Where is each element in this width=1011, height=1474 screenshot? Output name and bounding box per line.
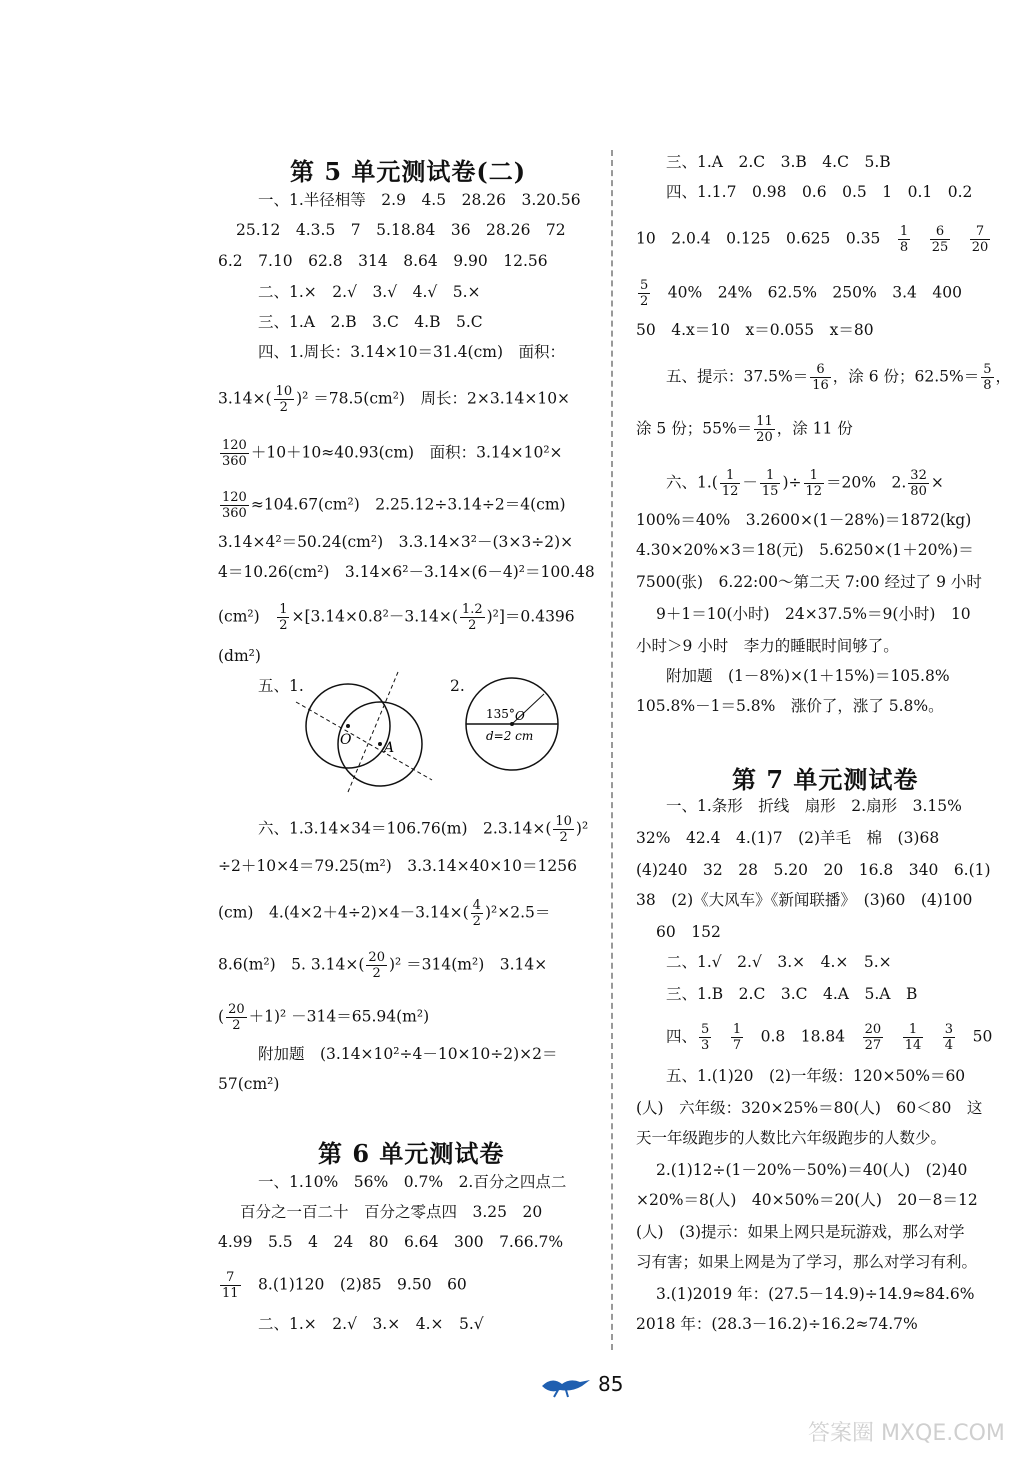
answer-line: 2.(1)12÷(1－20%－50%)＝40(人) (2)40	[656, 1161, 968, 1179]
answer-line: 天一年级跑步的人数比六年级跑步的人数少。	[636, 1129, 947, 1147]
answer-line: 57(cm²)	[218, 1075, 280, 1093]
answer-line: (人) 六年级：320×25%＝80(人) 60＜80 这	[636, 1099, 983, 1117]
answer-line: ( $\frac{20}{2}$ ＋1)² －314＝65.94(m²)	[218, 1002, 430, 1033]
answer-line: 4＝10.26(cm²) 3.14×6²－3.14×(6－4)²＝100.48	[218, 563, 595, 581]
answer-line: 六、1.( $\frac{1}{12}$ － $\frac{1}{15}$ )÷ $\frac{1}{12}$ ＝20% 2. $\frac{32}{80}$ ×	[666, 468, 944, 499]
answer-line: 习有害；如果上网是为了学习，那么对学习有利。	[636, 1253, 978, 1271]
answer-line: 25.12 4.3.5 7 5.18.84 36 28.26 72	[236, 221, 566, 239]
answer-line: 一、1.半径相等 2.9 4.5 28.26 3.20.56	[258, 191, 581, 209]
answer-line: 3.14×( $\frac{10}{2}$ )² ＝78.5(cm²) 周长：2×3.14×10×	[218, 384, 571, 415]
answer-line: 四、1.1.7 0.98 0.6 0.5 1 0.1 0.2	[666, 183, 973, 201]
answer-line: (dm²)	[218, 647, 261, 665]
answer-line: 二、1.× 2.√ 3.× 4.× 5.√	[258, 1315, 484, 1333]
angle-label: 135°	[486, 707, 515, 721]
answer-line: (cm²) $\frac{1}{2}$ ×[3.14×0.8²－3.14×( $\frac{1.2}{2}$ )²]＝0.4396	[218, 602, 575, 633]
answer-line: 涂 5 份；55%＝ $\frac{11}{20}$ ，涂 11 份	[636, 414, 853, 445]
answer-line: 60 152	[656, 923, 721, 941]
unit6-title: 第 6 单元测试卷	[318, 1139, 505, 1168]
circle-diameter-figure	[458, 676, 568, 772]
answer-line: (4)240 32 28 5.20 20 16.8 340 6.(1)	[636, 861, 991, 879]
answer-line: 8.6(m²) 5. 3.14×( $\frac{20}{2}$ )² ＝314(m²) 3.14×	[218, 950, 548, 981]
page-number: 85	[598, 1372, 624, 1396]
answer-line: 百分之一百二十 百分之零点四 3.25 20	[240, 1203, 543, 1221]
fig1-label: 五、1.	[258, 677, 304, 695]
answer-line: 105.8%－1＝5.8% 涨价了，涨了 5.8%。	[636, 697, 944, 715]
answer-line: $\frac{7}{11}$ 8.(1)120 (2)85 9.50 60	[222, 1270, 467, 1301]
answer-line: 三、1.A 2.B 3.C 4.B 5.C	[258, 313, 483, 331]
answer-line: 100%＝40% 3.2600×(1－28%)＝1872(kg)	[636, 511, 972, 529]
diameter-label: d=2 cm	[486, 729, 534, 743]
answer-line: ×20%＝8(人) 40×50%＝20(人) 20－8＝12	[636, 1191, 978, 1209]
answer-line: 6.2 7.10 62.8 314 8.64 9.90 12.56	[218, 252, 548, 270]
answer-line: 32% 42.4 4.(1)7 (2)羊毛 棉 (3)68	[636, 829, 940, 847]
answer-line: 7500(张) 6.22:00～第二天 7:00 经过了 9 小时	[636, 573, 982, 591]
answer-line: 六、1.3.14×34＝106.76(m) 2.3.14×( $\frac{10}{2}$ )²	[258, 814, 589, 845]
center-label: O	[515, 709, 525, 723]
answer-line: 38 (2)《大风车》《新闻联播》 (3)60 (4)100	[636, 891, 973, 909]
watermark	[808, 1418, 1005, 1472]
answer-line: 4.99 5.5 4 24 80 6.64 300 7.66.7%	[218, 1233, 564, 1251]
answer-line: $\frac{5}{2}$ 40% 24% 62.5% 250% 3.4 400	[640, 278, 962, 309]
answer-line: (人) (3)提示：如果上网只是玩游戏，那么对学	[636, 1223, 965, 1241]
answer-line: 小时＞9 小时 李力的睡眠时间够了。	[636, 637, 899, 655]
watermark-text: 答案圈 MXQE.COM	[808, 1421, 1005, 1446]
unit5-title: 第 5 单元测试卷(二)	[290, 157, 527, 186]
answer-line: 四、 $\frac{5}{3}$ $\frac{1}{7}$ 0.8 18.84 $\frac{20}{27}$ $\frac{1}{14}$ $\frac{3}{4}$ 50	[666, 1022, 993, 1053]
answer-line: 一、1.条形 折线 扇形 2.扇形 3.15%	[666, 797, 962, 815]
answer-line: 二、1.× 2.√ 3.√ 4.√ 5.×	[258, 283, 481, 301]
answer-line: 4.30×20%×3＝18(元) 5.6250×(1＋20%)＝	[636, 541, 974, 559]
answer-line: 附加题 (3.14×10²÷4－10×10÷2)×2＝	[258, 1045, 558, 1063]
answer-line: (cm) 4.(4×2＋4÷2)×4－3.14×( $\frac{4}{2}$ )²×2.5＝	[218, 898, 551, 929]
point-A-label: A	[384, 740, 395, 756]
answer-line: 10 2.0.4 0.125 0.625 0.35 $\frac{1}{8}$ $\frac{6}{25}$ $\frac{7}{20}$	[636, 224, 989, 255]
answer-line: 9＋1＝10(小时) 24×37.5%＝9(小时) 10	[656, 605, 971, 623]
point-O-label: O	[340, 732, 352, 748]
answer-line: 附加题 (1－8%)×(1＋15%)＝105.8%	[666, 667, 950, 685]
unit7-title: 第 7 单元测试卷	[732, 765, 919, 794]
answer-line: 三、1.A 2.C 3.B 4.C 5.B	[666, 153, 891, 171]
answer-line: 3.14×4²＝50.24(cm²) 3.3.14×3²－(3×3÷2)×	[218, 533, 574, 551]
answer-line: 四、1.周长：3.14×10＝31.4(cm) 面积：	[258, 343, 565, 361]
answer-line: 50 4.x＝10 x＝0.055 x＝80	[636, 321, 874, 339]
intersecting-circles-figure	[290, 668, 440, 796]
column-divider	[611, 150, 613, 1350]
answer-line: $\frac{120}{360}$ ＋10＋10≈40.93(cm) 面积：3.14×10²×	[222, 438, 563, 469]
bird-logo-icon	[540, 1372, 592, 1398]
answer-line: 二、1.√ 2.√ 3.× 4.× 5.×	[666, 953, 892, 971]
answer-line: ÷2＋10×4＝79.25(m²) 3.3.14×40×10＝1256	[218, 857, 577, 875]
answer-line: 2018 年：(28.3－16.2)÷16.2≈74.7%	[636, 1315, 918, 1333]
fig2-label: 2.	[450, 677, 465, 695]
answer-line: 三、1.B 2.C 3.C 4.A 5.A B	[666, 985, 918, 1003]
answer-line: $\frac{120}{360}$ ≈104.67(cm²) 2.25.12÷3.14÷2＝4(cm)	[222, 490, 566, 521]
answer-line: 一、1.10% 56% 0.7% 2.百分之四点二	[258, 1173, 567, 1191]
answer-line: 五、1.(1)20 (2)一年级：120×50%＝60	[666, 1067, 966, 1085]
answer-line: 3.(1)2019 年：(27.5－14.9)÷14.9≈84.6%	[656, 1285, 975, 1303]
answer-line: 五、提示：37.5%＝ $\frac{6}{16}$ ，涂 6 份；62.5%＝ $\frac{5}{8}$ ，	[666, 362, 1011, 393]
